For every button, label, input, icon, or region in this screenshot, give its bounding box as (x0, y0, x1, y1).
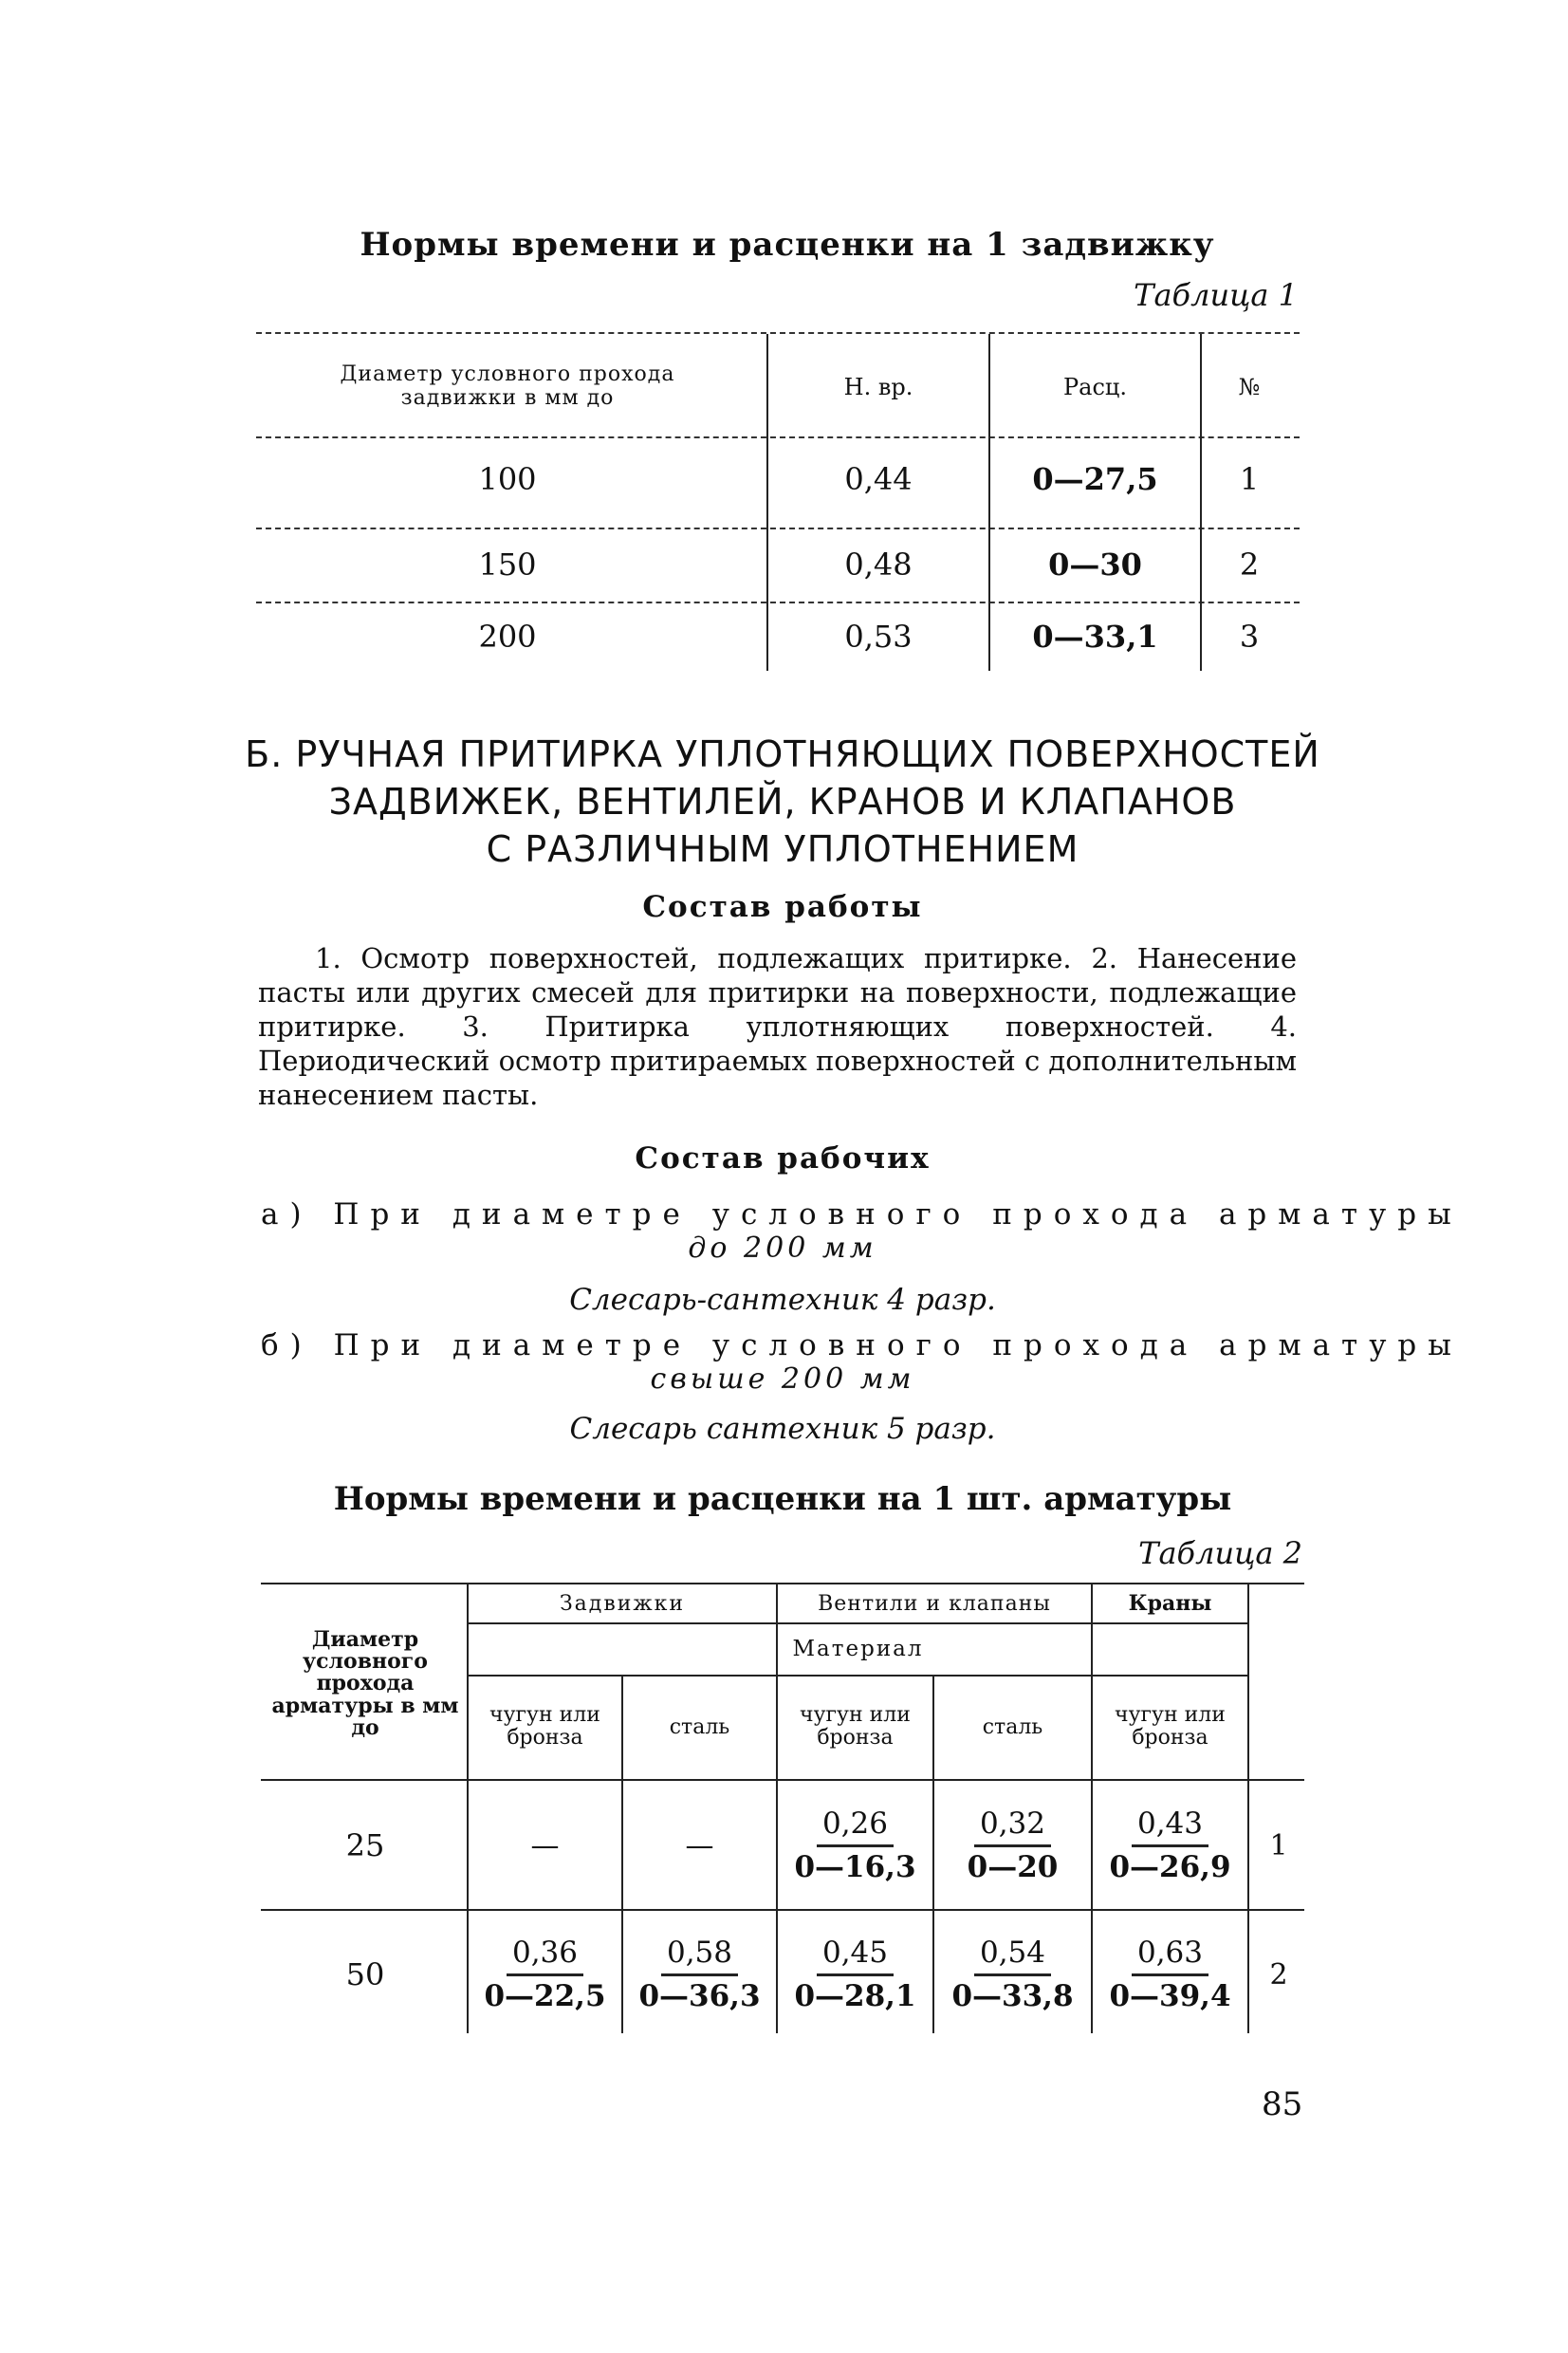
table1-header-number: № (1238, 373, 1261, 400)
table1-cell-number: 3 (1239, 619, 1260, 655)
table2-time: 0,43 (1132, 1809, 1208, 1847)
table1-cell-diameter: 200 (478, 619, 537, 655)
table1-cell-number: 2 (1239, 547, 1260, 583)
table2-material-header: Материал (792, 1637, 924, 1661)
table2-time: 0,36 (507, 1938, 583, 1976)
work-composition-title: Состав работы (642, 890, 923, 924)
table2-cell-fraction (778, 1784, 932, 1907)
table1-cell-time: 0,48 (844, 547, 913, 583)
table2-cell-diameter: 50 (345, 1956, 385, 1992)
table2-material-col: чугун или бронза (800, 1702, 911, 1750)
case-a-worker: Слесарь-сантехник 4 разр. (569, 1283, 996, 1317)
table2-time: 0,45 (817, 1938, 894, 1976)
table1-cell-number: 1 (1239, 461, 1260, 497)
table2-price: 0—20 (967, 1849, 1059, 1884)
table2-cell-fraction (1093, 1784, 1247, 1907)
table1-header-diameter: Диаметр условного прохода задвижки в мм до (340, 362, 675, 410)
table2-price: 0—28,1 (794, 1978, 916, 2013)
table2-label: Таблица 2 (1138, 1535, 1302, 1571)
table1-cell-time: 0,53 (844, 619, 913, 655)
table2-time: 0,58 (661, 1938, 738, 1976)
table2-material-rule (467, 1675, 1247, 1677)
table1-header-time: Н. вр. (843, 373, 913, 400)
table2-cell-fraction (778, 1913, 932, 2036)
table2-cell-empty: — (530, 1828, 560, 1862)
table2-price: 0—26,9 (1109, 1849, 1231, 1884)
table1-cell-diameter: 100 (478, 461, 537, 497)
table2-group-header: Краны (1128, 1591, 1212, 1616)
table1-label: Таблица 1 (1134, 277, 1298, 313)
workers-composition-title: Состав рабочих (635, 1141, 931, 1176)
table2-cell-fraction (934, 1913, 1091, 2036)
table2-cell-diameter: 25 (345, 1827, 385, 1863)
table2-cell-empty: — (685, 1828, 714, 1862)
table2-group-header: Задвижки (559, 1591, 686, 1616)
table2-cell-fraction (623, 1913, 776, 2036)
table1-cell-price: 0—33,1 (1032, 619, 1158, 655)
work-composition-text: 1. Осмотр поверхностей, подлежащих притирке. 2. Нанесение пасты или других смесей для притирки на поверхности, подлежащие притирке. 3. Притирка уплотняющих поверхностей. 4. Периодический осмотр притираемых поверхностей с дополнительным нанесением пасты. (258, 942, 1297, 1111)
table1-cell-price: 0—30 (1048, 547, 1142, 583)
table2-time: 0,26 (817, 1809, 894, 1847)
table2-group-header: Вентили и клапаны (818, 1591, 1051, 1616)
table2-price: 0—33,8 (951, 1978, 1074, 2013)
section-heading-line: С РАЗЛИЧНЫМ УПЛОТНЕНИЕМ (486, 828, 1079, 870)
section-heading (228, 731, 1337, 873)
table1-top-rule (256, 332, 1300, 334)
table2-price: 0—16,3 (794, 1849, 916, 1884)
table1-cell-diameter: 150 (478, 547, 537, 583)
table2-cell-fraction (1093, 1913, 1247, 2036)
table2-time: 0,63 (1132, 1938, 1208, 1976)
table2-material-col: чугун или бронза (1115, 1702, 1226, 1750)
table2-material-col: сталь (982, 1714, 1043, 1739)
case-a-text: а) При диаметре условного прохода арматуры (261, 1197, 1463, 1232)
table2-price: 0—36,3 (638, 1978, 761, 2013)
case-b-text-cont: свыше 200 мм (650, 1362, 915, 1396)
table2-row-rule (261, 1909, 1304, 1911)
table2-cell-fraction (934, 1784, 1091, 1907)
table2-time: 0,32 (974, 1809, 1051, 1847)
case-b-worker: Слесарь сантехник 5 разр. (569, 1412, 996, 1446)
table2-header-diameter: Диаметр условного прохода арматуры в мм до (271, 1627, 459, 1740)
case-b-text: б) При диаметре условного прохода арматуры (261, 1328, 1463, 1362)
table2-cell-number: 1 (1269, 1828, 1288, 1862)
table1-row-rule (256, 528, 1300, 529)
table2-cell-fraction (469, 1913, 621, 2036)
table1-cell-time: 0,44 (844, 461, 913, 497)
table2-cell-number: 2 (1269, 1957, 1288, 1992)
table2-price: 0—22,5 (484, 1978, 606, 2013)
case-a-text-cont: до 200 мм (688, 1232, 877, 1265)
table2-title: Нормы времени и расценки на 1 шт. арматуры (333, 1480, 1232, 1518)
table1-title: Нормы времени и расценки на 1 задвижку (360, 226, 1215, 264)
table1-cell-price: 0—27,5 (1032, 461, 1158, 497)
table2-header-rule (261, 1779, 1304, 1781)
table2-material-col: сталь (669, 1714, 730, 1739)
table2-time: 0,54 (974, 1938, 1051, 1976)
table2-price: 0—39,4 (1109, 1978, 1231, 2013)
section-heading-line: ЗАДВИЖЕК, ВЕНТИЛЕЙ, КРАНОВ И КЛАПАНОВ (328, 781, 1237, 823)
table1-header-price: Расц. (1063, 373, 1127, 400)
page-number: 85 (1262, 2085, 1303, 2123)
table2-col-rule (1247, 1583, 1249, 2033)
section-heading-line: Б. РУЧНАЯ ПРИТИРКА УПЛОТНЯЮЩИХ ПОВЕРХНОСТЕЙ (245, 733, 1320, 775)
table1-header-rule (256, 436, 1300, 438)
table2-material-col: чугун или бронза (489, 1702, 600, 1750)
